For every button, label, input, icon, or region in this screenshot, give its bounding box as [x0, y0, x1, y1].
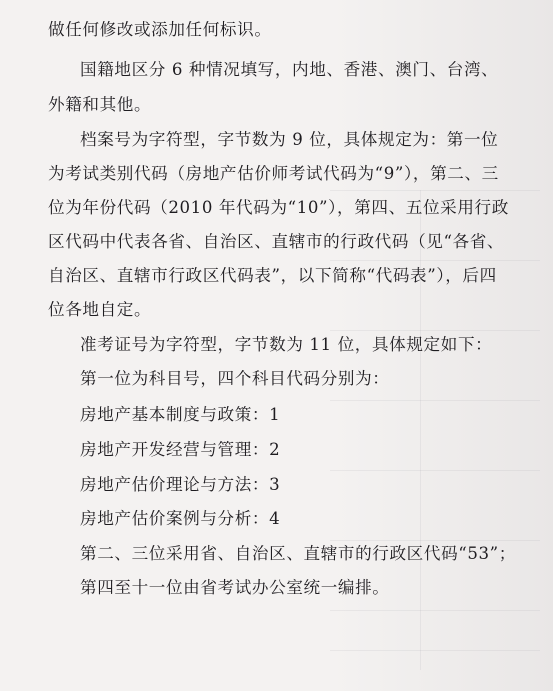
show-through-line — [330, 540, 540, 541]
show-through-line — [330, 470, 540, 471]
text-line: 第四至十一位由省考试办公室统一编排。 — [80, 578, 390, 597]
text-line: 外籍和其他。 — [48, 95, 152, 114]
text-line: 位为年份代码（2010 年代码为“10”），第四、五位采用行政 — [48, 198, 509, 217]
show-through-line — [420, 190, 421, 670]
show-through-line — [330, 190, 540, 191]
text-line: 第一位为科目号，四个科目代码分别为： — [80, 369, 390, 388]
text-line: 第二、三位采用省、自治区、直辖市的行政区代码“53”； — [80, 544, 516, 563]
show-through-line — [330, 650, 540, 651]
text-line: 国籍地区分 6 种情况填写，内地、香港、澳门、台湾、 — [80, 60, 499, 79]
text-line: 做任何修改或添加任何标识。 — [48, 20, 272, 39]
text-line: 区代码中代表各省、自治区、直辖市的行政代码（见“各省、 — [48, 232, 505, 251]
text-line: 为考试类别代码（房地产估价师考试代码为“9”），第二、三 — [48, 164, 499, 183]
show-through-line — [330, 610, 540, 611]
show-through-line — [330, 400, 540, 401]
show-through-line — [330, 260, 540, 261]
text-line: 房地产估价案例与分析：4 — [80, 509, 281, 528]
text-line: 准考证号为字符型，字节数为 11 位，具体规定如下： — [80, 335, 493, 354]
text-line: 位各地自定。 — [48, 300, 152, 319]
text-line: 房地产估价理论与方法：3 — [80, 475, 281, 494]
text-line: 房地产开发经营与管理：2 — [80, 440, 281, 459]
text-line: 房地产基本制度与政策：1 — [80, 405, 281, 424]
text-line: 档案号为字符型，字节数为 9 位，具体规定为：第一位 — [80, 130, 499, 149]
text-line: 自治区、直辖市行政区代码表”，以下简称“代码表”），后四 — [48, 266, 497, 285]
show-through-line — [330, 330, 540, 331]
